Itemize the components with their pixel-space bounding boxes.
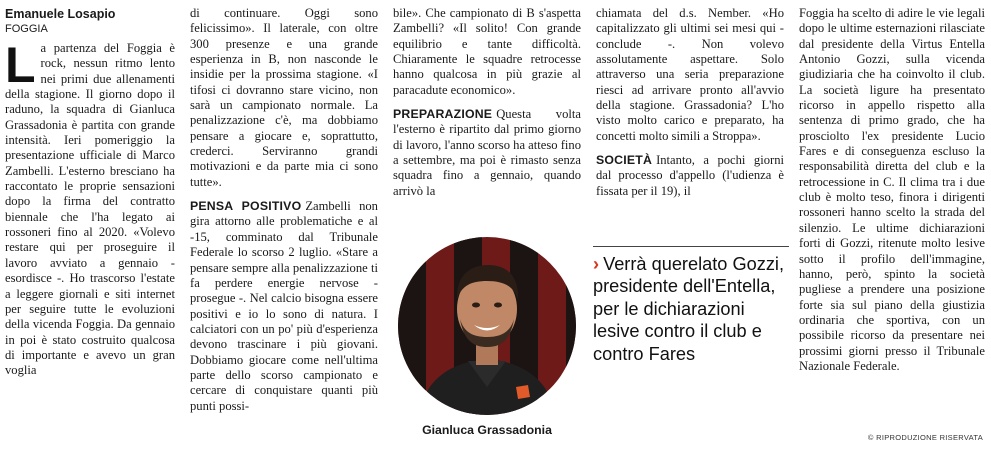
section-heading: SOCIETÀ: [596, 153, 653, 168]
section-heading: PENSA POSITIVO: [190, 199, 302, 214]
drop-cap: L: [5, 37, 36, 93]
photo-caption: Gianluca Grassadonia: [422, 423, 552, 437]
paragraph-with-subhead: [190, 199, 378, 414]
article-column-5: [799, 6, 985, 426]
article-column-2: [190, 6, 378, 446]
section-text: Zambelli non gira attorno alle problematiche e al -15, comminato dal Tribunale Federale lo scorso 2 luglio. «Stare a pensare sempre alla penalizzazione ti fa perdere energie nervose - prosegue -. Nel calcio bisogna essere positivi e io lo sono di natura. I calciatori con un po' più d'esperienza devono trascinare i più giovani. Dobbiamo giocare come nell'ultima parte dello scorso campionato e cercare di conquistare quanti più punti possi-: [190, 199, 378, 413]
copyright-notice: © RIPRODUZIONE RISERVATA: [867, 433, 983, 442]
section-spacer: [393, 98, 581, 107]
section-text: Questa volta l'esterno è ripartito dal primo giorno di lavoro, l'anno scorso ha atteso fino a settembre, ma poi è rimasto senza squadra fino a gennaio, quando arrivò la: [393, 107, 581, 198]
pull-quote: [593, 246, 789, 365]
section-heading: PREPARAZIONE: [393, 107, 493, 122]
coach-portrait-photo: [398, 237, 576, 415]
article-column-1: [5, 6, 175, 446]
section-spacer: [596, 144, 784, 153]
paragraph-with-subhead: [393, 107, 581, 199]
portrait-illustration: [398, 237, 576, 415]
paragraph: di continuare. Oggi sono felicissimo». Il laterale, con oltre 300 presenze e una grande esperienza in B, non nasconde le insidie per la prossima stagione. «I tifosi ci dovranno stare vicino, non sarà un campionato normale. La penalizzazione c'è, ma dobbiamo pensare a giocare e, soprattutto, crederci. Serviranno grandi motivazioni e da parte mia ci sono tutte».: [190, 6, 378, 189]
lead-paragraph: [5, 37, 175, 379]
article-column-3: [393, 6, 581, 231]
pull-quote-text: Verrà querelato Gozzi, presidente dell'Entella, per le dichiarazioni lesive contro il club e contro Fares: [593, 254, 785, 364]
byline-location: FOGGIA: [5, 23, 48, 35]
section-text: Intanto, a pochi giorni dal processo d'appello (l'udienza è fissata per il 19), il: [596, 153, 784, 198]
paragraph: bile». Che campionato di B s'aspetta Zambelli? «Il solito! Con grande equilibrio e tante difficoltà. Chiaramente le squadre retrocesse hanno qualcosa in più grazie al paracadute economico».: [393, 6, 581, 97]
paragraph-with-subhead: [596, 153, 784, 199]
section-spacer: [190, 190, 378, 199]
photo-block: [396, 237, 578, 452]
lead-text: a partenza del Foggia è rock, nessun ritmo lento nei primi due allenamenti della stagione. Il giorno dopo il raduno, la squadra di Gianluca Grassadonia è partita con grande intensità. Ieri pomeriggio la presentazione ufficiale di Marco Zambelli. L'esterno bresciano ha raccontato le proprie sensazioni dopo la firma del contratto biennale che l'ha legato ai rossoneri fino al 2020. «Volevo restare qui per proseguire il lavoro avviato a gennaio - esordisce -. Ho trascorso l'estate a leggere giornali e siti internet per seguire tutte le evoluzioni della vicenda Foggia. Da gennaio in poi è stato costruito qualcosa di importante e avevo un gran voglia: [5, 41, 175, 378]
paragraph: chiamata del d.s. Nember. «Ho capitalizzato gli ultimi sei mesi qui - conclude -. Non volevo assolutamente aspettare. Solo attraverso una seria preparazione riesci ad arrivare pronto all'avvio della stagione. Grassadonia? L'ho visto molto carico e preparato, ha concetti molto simili a Stroppa».: [596, 6, 784, 143]
article-column-4: [596, 6, 784, 246]
paragraph: Foggia ha scelto di adire le vie legali dopo le ultime esternazioni rilasciate dal presidente della Virtus Entella Antonio Gozzi, sulla vicenda giudiziaria che ha coinvolto il club. La società ligure ha presentato ricorso in appello rispetto alla sentenza di primo grado, che ha prosciolto l'ex presidente Lucio Fares e di conseguenza escluso la responsabilità diretta del club e la retrocessione in C. Il clima tra i due club è molto teso, finora i dirigenti rossoneri hanno scelto la strada del silenzio. Le ultime dichiarazioni forti di Gozzi, ritenute molto lesive sotto il profilo dell'immagine, hanno, però, spinto la società pugliese a prendere una posizione forte sia sul piano della giustizia ordinaria che sportiva, con un possibile ricorso da presentare nei prossimi giorni presso il Tribunale Nazionale Federale.: [799, 6, 985, 373]
author-name: Emanuele Losapio: [5, 7, 116, 21]
quote-arrow-icon: ›: [593, 254, 600, 274]
